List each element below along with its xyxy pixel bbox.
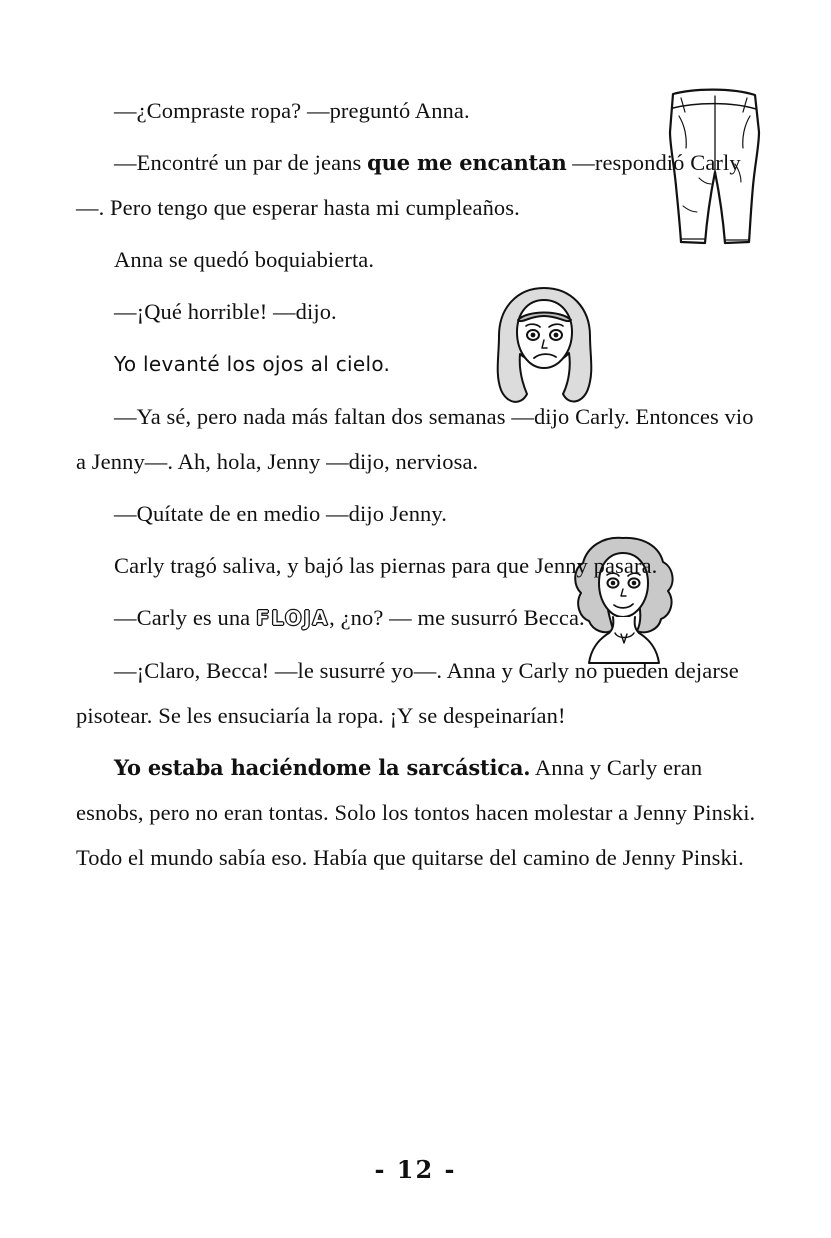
paragraph: —¡Claro, Becca! —le susurré yo—. Anna y Carly no pueden dejarse pisotear. Se les ensuciaría la ropa. ¡Y se despeinarían! [76,658,739,728]
paragraph: —Encontré un par de jeans que me encantan —respondió Carly—. Pero tengo que esperar hasta mi cumpleaños. [76,150,741,220]
paragraph: Anna se quedó boquiabierta. [114,247,375,272]
paragraph [76,341,756,387]
paragraph: —Carly es una FLOJA, ¿no? — me susurró Becca. [114,605,585,630]
paragraph: —Ya sé, pero nada más faltan dos semanas —dijo Carly. Entonces vio a Jenny—. Ah, hola, Jenny —dijo, nerviosa. [76,404,754,474]
emphasis-hand-bold: Yo estaba haciéndome la sarcástica. [114,755,531,780]
body-text [76,88,756,887]
paragraph: Yo estaba haciéndome la sarcástica. Anna y Carly eran esnobs, pero no eran tontas. Solo los tontos hacen molestar a Jenny Pinski. Todo el mundo sabía eso. Había que quitarse del camino de Jenny Pinski. [76,755,756,870]
emphasis-hand-bold: que me encantan [367,150,567,175]
emphasis-bubble: FLOJA [256,606,330,630]
page-number: - 12 - [374,1155,457,1184]
paragraph: —¡Qué horrible! —dijo. [114,299,337,324]
paragraph: —Quítate de en medio —dijo Jenny. [114,501,448,526]
paragraph: —¿Compraste ropa? —preguntó Anna. [114,98,470,123]
paragraph: Carly tragó saliva, y bajó las piernas para que Jenny pasara. [114,553,658,578]
emphasis-hand: Yo levanté los ojos al cielo. [114,352,391,376]
